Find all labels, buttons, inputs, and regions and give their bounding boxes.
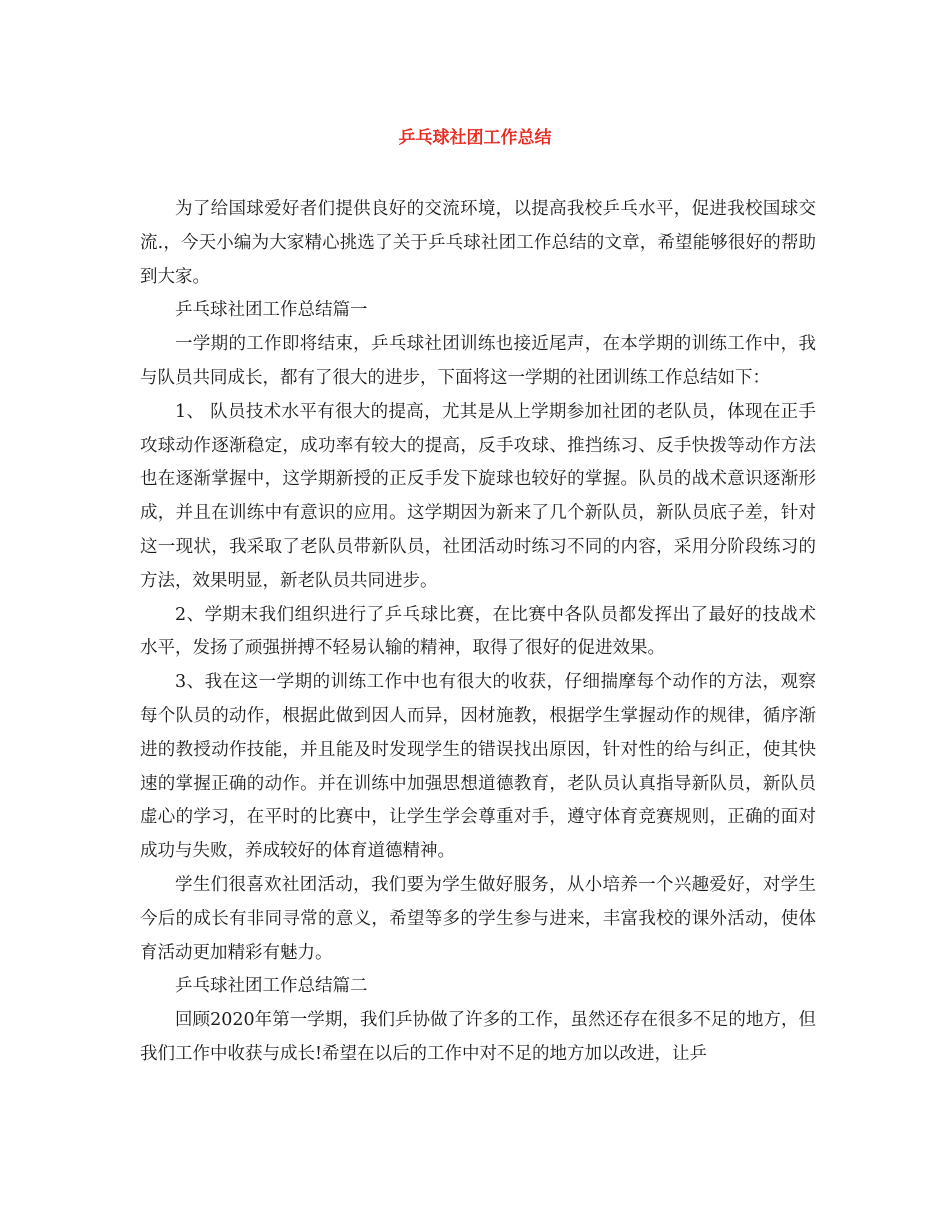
paragraph: 1、 队员技术水平有很大的提高，尤其是从上学期参加社团的老队员，体现在正手攻球动作逐渐稳定，成功率有较大的提高，反手攻球、推挡练习、反手快拨等动作方法也在逐渐掌握中，这学期新授的正反手发下旋球也较好的掌握。队员的战术意识逐渐形成，并且在训练中有意识的应用。这学期因为新来了几个新队员，新队员底子差，针对这一现状，我采取了老队员带新队员，社团活动时练习不同的内容，采用分阶段练习的方法，效果明显，新老队员共同进步。 [140, 401, 816, 591]
paragraph: 3、我在这一学期的训练工作中也有很大的收获，仔细揣摩每个动作的方法，观察每个队员的动作，根据此做到因人而异，因材施教，根据学生掌握动作的规律，循序渐进的教授动作技能，并且能及时发现学生的错误找出原因，针对性的给与纠正，使其快速的掌握正确的动作。并在训练中加强思想道德教育，老队员认真指导新队员，新队员虚心的学习，在平时的比赛中，让学生学会尊重对手，遵守体育竞赛规则，正确的面对成功与失败，养成较好的体育道德精神。 [140, 672, 816, 862]
paragraph: 2、学期末我们组织进行了乒乓球比赛，在比赛中各队员都发挥出了最好的技战术水平，发扬了顽强拼搏不轻易认输的精神，取得了很好的促进效果。 [140, 604, 816, 659]
section-heading-1: 乒乓球社团工作总结篇一 [175, 300, 368, 321]
paragraph: 回顾2020年第一学期，我们乒协做了许多的工作，虽然还存在很多不足的地方，但我们工作中收获与成长!希望在以后的工作中对不足的地方加以改进，让乒 [140, 1010, 816, 1064]
paragraph: 学生们很喜欢社团活动，我们要为学生做好服务，从小培养一个兴趣爱好，对学生今后的成长有非同寻常的意义，希望等多的学生参与进来，丰富我校的课外活动，使体育活动更加精彩有魅力。 [140, 874, 816, 963]
paragraph: 一学期的工作即将结束，乒乓球社团训练也接近尾声，在本学期的训练工作中，我与队员共同成长，都有了很大的进步，下面将这一学期的社团训练工作总结如下： [140, 334, 816, 388]
document-title: 乒乓球社团工作总结 [398, 128, 552, 148]
document-body [140, 193, 816, 1072]
intro-paragraph: 为了给国球爱好者们提供良好的交流环境，以提高我校乒乓水平，促进我校国球交流.，今天小编为大家精心挑选了关于乒乓球社团工作总结的文章，希望能够很好的帮助到大家。 [140, 199, 816, 287]
section-heading-2: 乒乓球社团工作总结篇二 [175, 976, 368, 997]
